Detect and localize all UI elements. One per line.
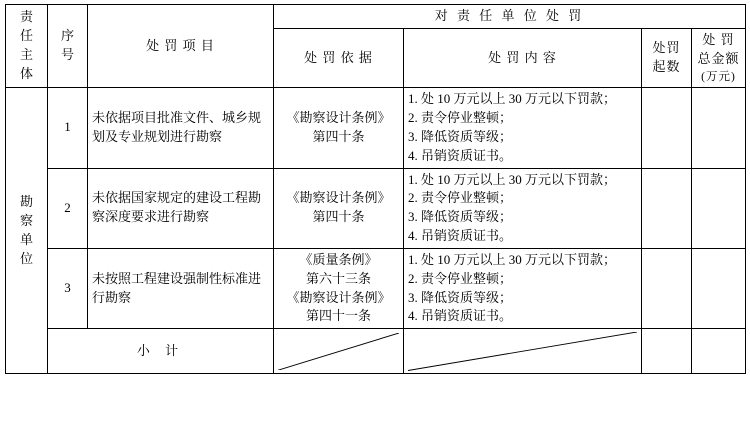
table-row [6,168,746,248]
footer-count [642,329,692,374]
row-count [642,168,692,248]
diagonal-cell-content [404,329,642,374]
row-basis: 《勘察设计条例》 第四十条 [274,88,404,168]
row-item: 未按照工程建设强制性标准进行勘察 [88,248,274,328]
row-content: 1. 处 10 万元以上 30 万元以下罚款； 2. 责令停业整顿； 3. 降低资质等级； 4. 吊销资质证书。 [404,88,642,168]
diagonal-line-icon [278,333,399,370]
row-count [642,248,692,328]
header-count: 处罚 起数 [642,28,692,87]
total-label: 小 计 [48,329,274,374]
table-footer-row [6,329,746,374]
subject-cell-survey-unit: 勘 察 单 位 [6,88,48,374]
row-basis: 《勘察设计条例》 第四十条 [274,168,404,248]
row-seq: 1 [48,88,88,168]
row-seq: 3 [48,248,88,328]
row-amount [692,248,746,328]
header-subject: 责 任 主 体 [6,5,48,88]
header-basis: 处 罚 依 据 [274,28,404,87]
row-count [642,88,692,168]
table-row [6,88,746,168]
punishment-table [5,4,746,374]
punishment-table-sheet [0,4,750,426]
diagonal-line-icon [408,332,637,370]
row-seq: 2 [48,168,88,248]
footer-amount [692,329,746,374]
row-amount [692,88,746,168]
row-item: 未依据项目批准文件、城乡规划及专业规划进行勘察 [88,88,274,168]
header-content: 处 罚 内 容 [404,28,642,87]
table-header-row-1 [6,5,746,29]
row-item: 未依据国家规定的建设工程勘察深度要求进行勘察 [88,168,274,248]
header-seq: 序 号 [48,5,88,88]
header-group-punish: 对 责 任 单 位 处 罚 [274,5,746,29]
row-content: 1. 处 10 万元以上 30 万元以下罚款； 2. 责令停业整顿； 3. 降低资质等级； 4. 吊销资质证书。 [404,248,642,328]
row-content: 1. 处 10 万元以上 30 万元以下罚款； 2. 责令停业整顿； 3. 降低资质等级； 4. 吊销资质证书。 [404,168,642,248]
diagonal-cell-basis-left [274,329,404,374]
row-basis: 《质量条例》 第六十三条 《勘察设计条例》 第四十一条 [274,248,404,328]
header-item: 处 罚 项 目 [88,5,274,88]
row-amount [692,168,746,248]
header-amount: 处 罚 总金额 (万元) [692,28,746,87]
table-row [6,248,746,328]
